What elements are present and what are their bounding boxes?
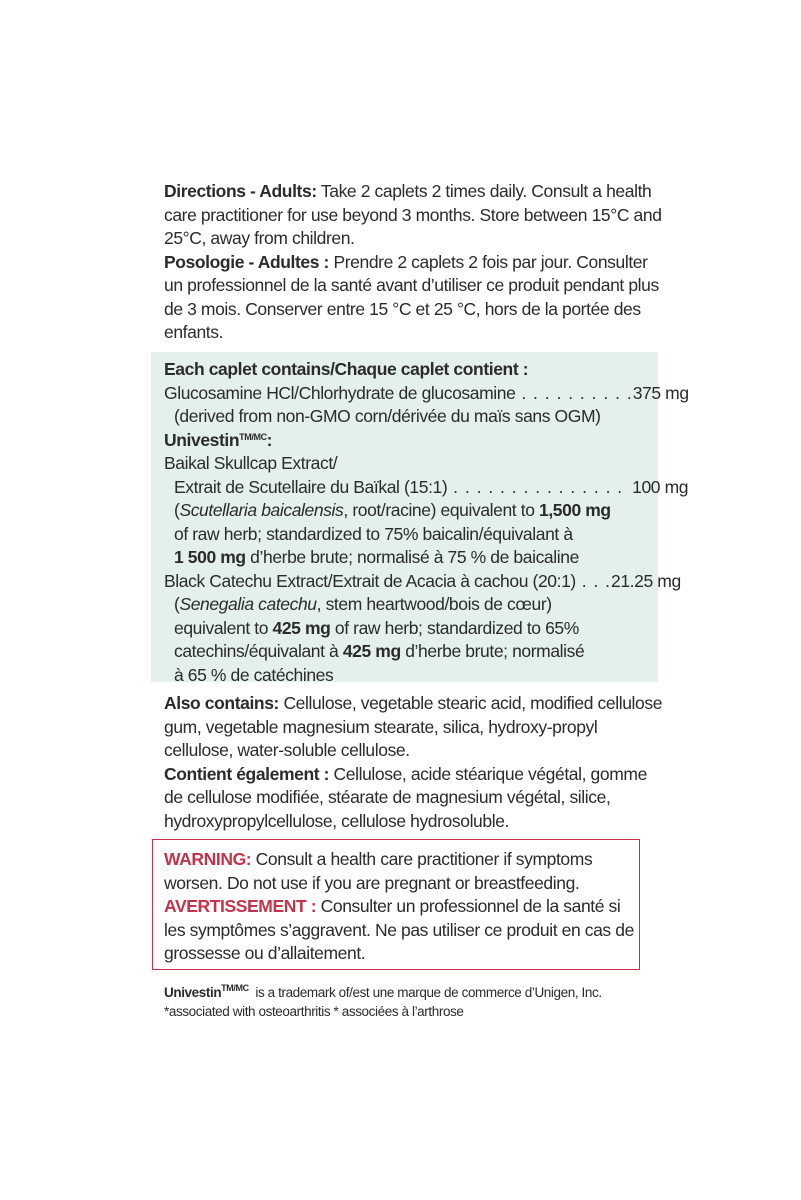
also-contains-fr (164, 763, 664, 834)
baikal-dots: . . . . . . . . . . . . . . . (447, 476, 624, 497)
directions-en-label: Directions - Adults: (164, 181, 317, 201)
ingredients-heading-text: Each caplet contains/Chaque caplet contient : (164, 359, 529, 379)
also-contains-en-text: Cellulose, vegetable stearic acid, modified cellulose gum, vegetable magnesium stearate, silica, hydroxy-propyl cellulose, water-soluble cellulose. (164, 693, 663, 760)
baikal-l5-rest: d’herbe brute; normalisé à 75 % de baicaline (245, 547, 579, 567)
directions-fr-text: Prendre 2 caplets 2 fois par jour. Consulter un professionnel de la santé avant d’utiliser ce produit pendant plus de 3 mois. Conserver entre 15 °C et 25 °C, hors de la portée des enfants. (164, 251, 659, 342)
also-contains-fr-text: Cellulose, acide stéarique végétal, gomme de cellulose modifiée, stéarate de magnesium végétal, silice, hydroxypropylcellulose, cellulose hydrosoluble. (164, 763, 647, 831)
directions-en (164, 180, 664, 251)
warning-fr (164, 895, 639, 966)
baikal-raw-herb-fr: 1 500 mg (174, 547, 246, 567)
catechu-amount: 21.25 mg (611, 570, 681, 591)
catechu-raw-herb-en: 425 mg (272, 617, 331, 638)
also-contains-section (164, 692, 664, 833)
warning-box (152, 839, 640, 970)
directions-en-text: Take 2 caplets 2 times daily. Consult a health care practitioner for use beyond 3 months. Store between 15°C and 25°C, away from children. (164, 181, 662, 248)
univestin-name: Univestin (164, 429, 240, 450)
baikal-line4: of raw herb; standardized to 75% baicalin/équivalant à (174, 523, 573, 544)
ingredients-panel (151, 352, 689, 685)
univestin-tm: TM/MC (239, 431, 267, 442)
catechu-dots: . . . (575, 570, 612, 591)
trademark-note (164, 983, 664, 1002)
univestin-colon: : (266, 429, 273, 450)
also-contains-fr-label: Contient également : (164, 763, 330, 784)
baikal-line1: Baikal Skullcap Extract/ (164, 453, 338, 473)
directions-fr (164, 251, 664, 345)
catechu-l3-rest: of raw herb; standardized to 65% (330, 617, 579, 638)
warning-en-label: WARNING: (164, 849, 252, 869)
baikal-amount: 100 mg (632, 476, 689, 497)
catechu-line5: à 65 % de catéchines (174, 664, 334, 685)
warning-en-text: Consult a health care practitioner if symptoms worsen. Do not use if you are pregnant or breastfeeding. (164, 849, 593, 893)
baikal-line3 (164, 499, 658, 523)
catechu-l2-open: ( (174, 594, 180, 614)
warning-en (164, 848, 639, 895)
footer-notes (164, 983, 664, 1021)
baikal-latin-name: Scutellaria baicalensis (179, 500, 344, 520)
warning-fr-text: Consulter un professionnel de la santé si les symptômes s’aggravent. Ne pas utiliser ce produit en cas de grossesse ou d’allaitement. (164, 896, 634, 963)
baikal-l3-rest: , root/racine) equivalent to (343, 500, 539, 520)
catechu-raw-herb-fr: 425 mg (342, 641, 401, 661)
baikal-raw-herb-en: 1,500 mg (539, 500, 611, 520)
univestin-heading (164, 429, 658, 453)
catechu-line4 (164, 640, 658, 664)
warning-fr-label: AVERTISSEMENT : (164, 896, 317, 916)
also-contains-en-label: Also contains: (164, 693, 279, 713)
catechu-l4-rest: d’herbe brute; normalisé (400, 641, 585, 661)
directions-fr-label: Posologie - Adultes : (164, 251, 329, 272)
catechu-l4-pre: catechins/équivalant à (174, 641, 343, 661)
ingredients-heading (164, 358, 658, 382)
directions-section (164, 180, 664, 345)
catechu-l3-pre: equivalent to (174, 617, 273, 638)
glucosamine-source: (derived from non-GMO corn/dérivée du maïs sans OGM) (174, 406, 601, 426)
glucosamine-dots: . . . . . . . . . . (515, 382, 633, 403)
trademark-tm: TM/MC (221, 983, 249, 993)
baikal-l3-open: ( (174, 500, 180, 520)
baikal-line5 (164, 546, 658, 570)
catechu-l2-rest: , stem heartwood/bois de cœur) (316, 594, 552, 614)
baikal-name: Extrait de Scutellaire du Baïkal (15:1) (174, 476, 448, 497)
also-contains-en (164, 692, 664, 763)
catechu-line2 (164, 593, 658, 617)
catechu-name: Black Catechu Extract/Extrait de Acacia à cachou (20:1) (164, 570, 576, 591)
catechu-latin-name: Senegalia catechu (179, 594, 317, 614)
trademark-text: is a trademark of/est une marque de commerce d’Unigen, Inc. (248, 985, 602, 1000)
trademark-name: Univestin (164, 985, 222, 1000)
glucosamine-name: Glucosamine HCl/Chlorhydrate de glucosamine (164, 382, 516, 403)
catechu-line1 (164, 570, 681, 594)
baikal-line2 (164, 476, 689, 500)
osteoarthritis-note: *associated with osteoarthritis * associées à l’arthrose (164, 1004, 464, 1019)
glucosamine-row (164, 382, 689, 406)
glucosamine-amount: 375 mg (632, 382, 689, 403)
catechu-line3 (164, 617, 658, 641)
